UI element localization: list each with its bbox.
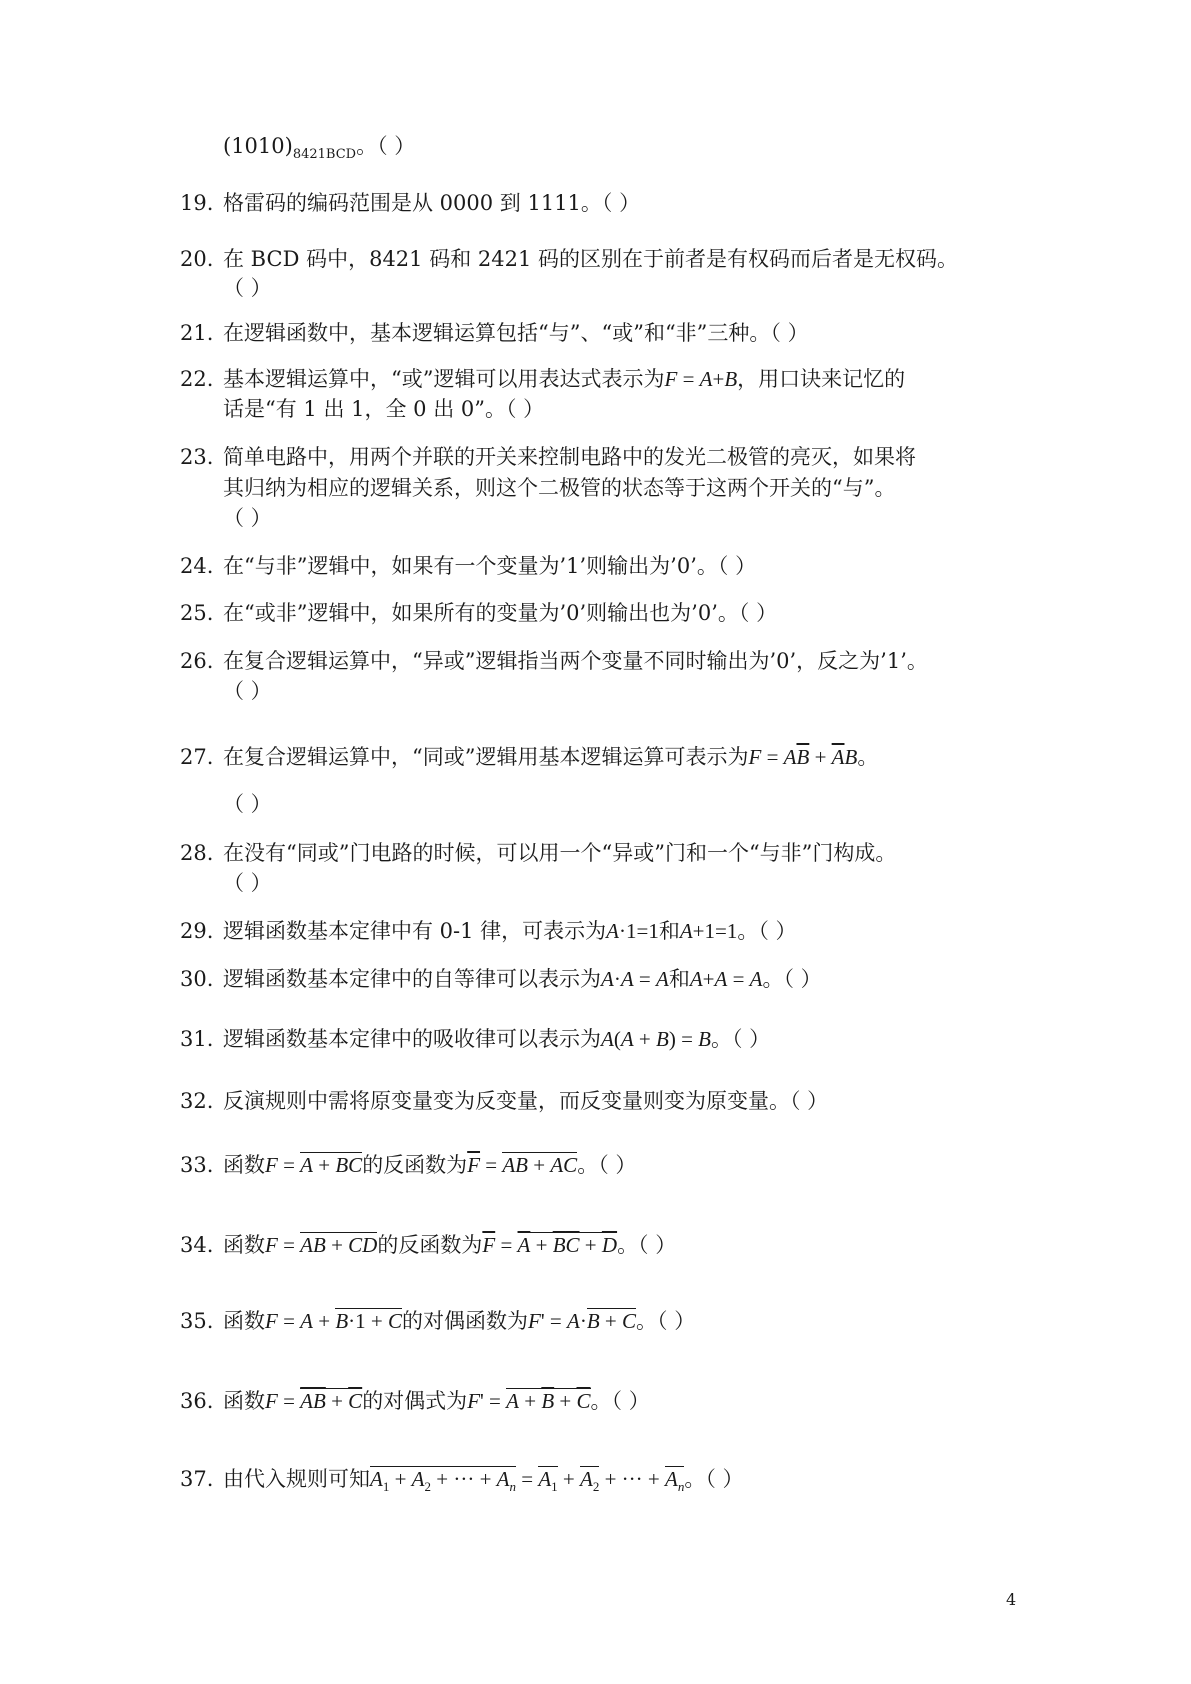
item-number: 23. xyxy=(180,445,214,469)
formula: A+1=1 xyxy=(679,919,738,943)
formula: F xyxy=(664,367,678,391)
formula: $\overline{F} = \overline{A} + \overline{B}\overline{C} + \overline{D}$ xyxy=(482,1233,618,1257)
item-number: 19. xyxy=(180,191,214,215)
item-text: 函数F = A + BC的反函数为$\overline{F}$ = AB + AC。（ ） xyxy=(223,1153,637,1177)
formula: A·A = A xyxy=(601,967,669,991)
item-text: 在“与非”逻辑中，如果有一个变量为’1’则输出为’0’。（ ） xyxy=(223,554,757,578)
page-number: 4 xyxy=(1006,1590,1017,1609)
formula: $F = A\overline{B} + \overline{A}B$ xyxy=(748,745,858,769)
formula: A·1=1 xyxy=(606,919,659,943)
formula: $F' = A + \overline{B} + \overline{C}$ xyxy=(467,1389,591,1413)
item-number: 30. xyxy=(180,967,214,991)
item-text: $(1010)_{8421BCD}$。（ ） xyxy=(223,134,416,162)
item-number: 21. xyxy=(180,321,214,345)
formula: $A_1 + A_2$ + ··· + $A_n = A_1 + A_2$ + ··· + $A_n$ xyxy=(370,1467,684,1491)
item-number: 36. xyxy=(180,1389,214,1413)
formula: F = A + BC xyxy=(265,1153,363,1177)
item-text: 在没有“同或”门电路的时候，可以用一个“异或”门和一个“与非”门构成。 xyxy=(223,841,897,865)
item-text: 在复合逻辑运算中，“异或”逻辑指当两个变量不同时输出为’0’，反之为’1’。 xyxy=(223,649,928,673)
formula: A+A = A xyxy=(689,967,763,991)
formula: F' = A·B + C xyxy=(528,1309,637,1333)
item-text: 逻辑函数基本定律中的自等律可以表示为A·A = A和A+A = A。（ ） xyxy=(223,967,822,991)
formula: A(A + B) = B xyxy=(601,1027,711,1051)
item-number: 33. xyxy=(180,1153,214,1177)
item-text: 格雷码的编码范围是从 0000 到 1111。（ ） xyxy=(223,191,641,215)
item-number: 37. xyxy=(180,1467,214,1491)
formula: F = A + B·1 + C xyxy=(265,1309,403,1333)
item-text: 在逻辑函数中，基本逻辑运算包括“与”、“或”和“非”三种。（ ） xyxy=(223,321,809,345)
item-text: 在 BCD 码中，8421 码和 2421 码的区别在于前者是有权码而后者是无权码。 xyxy=(223,247,958,271)
item-text: 反演规则中需将原变量变为反变量，而反变量则变为原变量。（ ） xyxy=(223,1089,829,1113)
item-number: 35. xyxy=(180,1309,214,1333)
item-text: 由代入规则可知$A_1 + A_2$ + ··· + $A_n = A_1 + A_2$ + ··· + $A_n$。（ ） xyxy=(223,1464,744,1498)
item-text: 逻辑函数基本定律中有 0-1 律，可表示为A·1=1和A+1=1。（ ） xyxy=(223,919,797,943)
document-page: $(1010)_{8421BCD}$。（ ） 19. 格雷码的编码范围是从 0000 到 1111。（ ） 20. 在 BCD 码中，8421 码和 2421 码的区别在于前者是有权码而后者是无权码。 （ ） 21. 在逻辑函数中，基本逻辑运算包括“与”、“或”和“非”三种。（ ） 22. 基本逻辑运算中，“或”逻辑可以用表达式表示为F = A+B，用口诀来记忆的 话是“有 1 出 1，全 0 出 0”。（ ） 23. 简单电路中，用两个并联的开关来控制电路中的发光二极管的亮灭，如果将 其归纳为相应的逻辑关系，则这个二极管的状态等于这两个开关的“与”。 （ ） 24. 在“与非”逻辑中，如果有一个变量为’1’则输出为’0’。（ ） 25. 在“或非”逻辑中，如果所有的变量为’0’则输出也为’0’。（ ） 26. 在复合逻辑运算中，“异或”逻辑指当两个变量不同时输出为’0’，反之为’1’。 （ ） 27. 在复合逻辑运算中，“同或”逻辑用基本逻辑运算可表示为$F = A\overline{B} + \overline{A}B$。 （ ） 28. 在没有“同或”门电路的时候，可以用一个“异或”门和一个“与非”门构成。 （ ） 29. 逻辑函数基本定律中有 0-1 律，可表示为A·1=1和A+1=1。（ ） 30. 逻辑函数基本定律中的自等律可以表示为A·A = A和A+A = A。（ ） 31. 逻辑函数基本定律中的吸收律可以表示为A(A + B) = B。（ ） 32. 反演规则中需将原变量变为反变量，而反变量则变为原变量。（ ） 33. 函数F = A + BC的反函数为$\overline{F}$ = AB + AC。（ ） 34. 函数F = AB + CD的反函数为$\overline{F} = \overline{A} + \overline{B}\overline{C} + \overline{D}$。（ ） 35. 函数F = A + B·1 + C的对偶函数为F' = A·B + C。（ ） 36. 函数$F = \overline{AB} + \overline{C}$的对偶式为$F' = A + \overline{B} + \overline{C}$。（ ） 37. 由代入规则可知$A_1 + A_2$ + ··· + $A_n = A_1 + A_2$ + ··· + $A_n$。（ ） 4 xyxy=(0,0,1191,1684)
item-text: 在“或非”逻辑中，如果所有的变量为’0’则输出也为’0’。（ ） xyxy=(223,601,778,625)
item-text: 基本逻辑运算中，“或”逻辑可以用表达式表示为F = A+B，用口诀来记忆的 xyxy=(223,367,906,391)
item-text: 函数F = AB + CD的反函数为$\overline{F} = \overline{A} + \overline{B}\overline{C} + \overline{D}$。（ ） xyxy=(223,1233,677,1257)
item-number: 32. xyxy=(180,1089,214,1113)
item-number: 25. xyxy=(180,601,214,625)
item-number: 29. xyxy=(180,919,214,943)
item-number: 27. xyxy=(180,745,214,769)
item-text: 简单电路中，用两个并联的开关来控制电路中的发光二极管的亮灭，如果将 xyxy=(223,445,916,469)
item-text: 在复合逻辑运算中，“同或”逻辑用基本逻辑运算可表示为$F = A\overline{B} + \overline{A}B$。 xyxy=(223,745,879,769)
item-number: 28. xyxy=(180,841,214,865)
item-number: 34. xyxy=(180,1233,214,1257)
formula: $F = \overline{AB} + \overline{C}$ xyxy=(265,1389,363,1413)
formula: $\overline{F}$ = AB + AC xyxy=(467,1153,578,1177)
formula: F = AB + CD xyxy=(265,1233,378,1257)
item-number: 26. xyxy=(180,649,214,673)
item-number: 22. xyxy=(180,367,214,391)
item-text: 函数F = A + B·1 + C的对偶函数为F' = A·B + C。（ ） xyxy=(223,1309,696,1333)
item-text: 函数$F = \overline{AB} + \overline{C}$的对偶式为$F' = A + \overline{B} + \overline{C}$。（ ） xyxy=(223,1389,650,1413)
item-text: 逻辑函数基本定律中的吸收律可以表示为A(A + B) = B。（ ） xyxy=(223,1027,771,1051)
item-number: 24. xyxy=(180,554,214,578)
item-number: 20. xyxy=(180,247,214,271)
item-number: 31. xyxy=(180,1027,214,1051)
